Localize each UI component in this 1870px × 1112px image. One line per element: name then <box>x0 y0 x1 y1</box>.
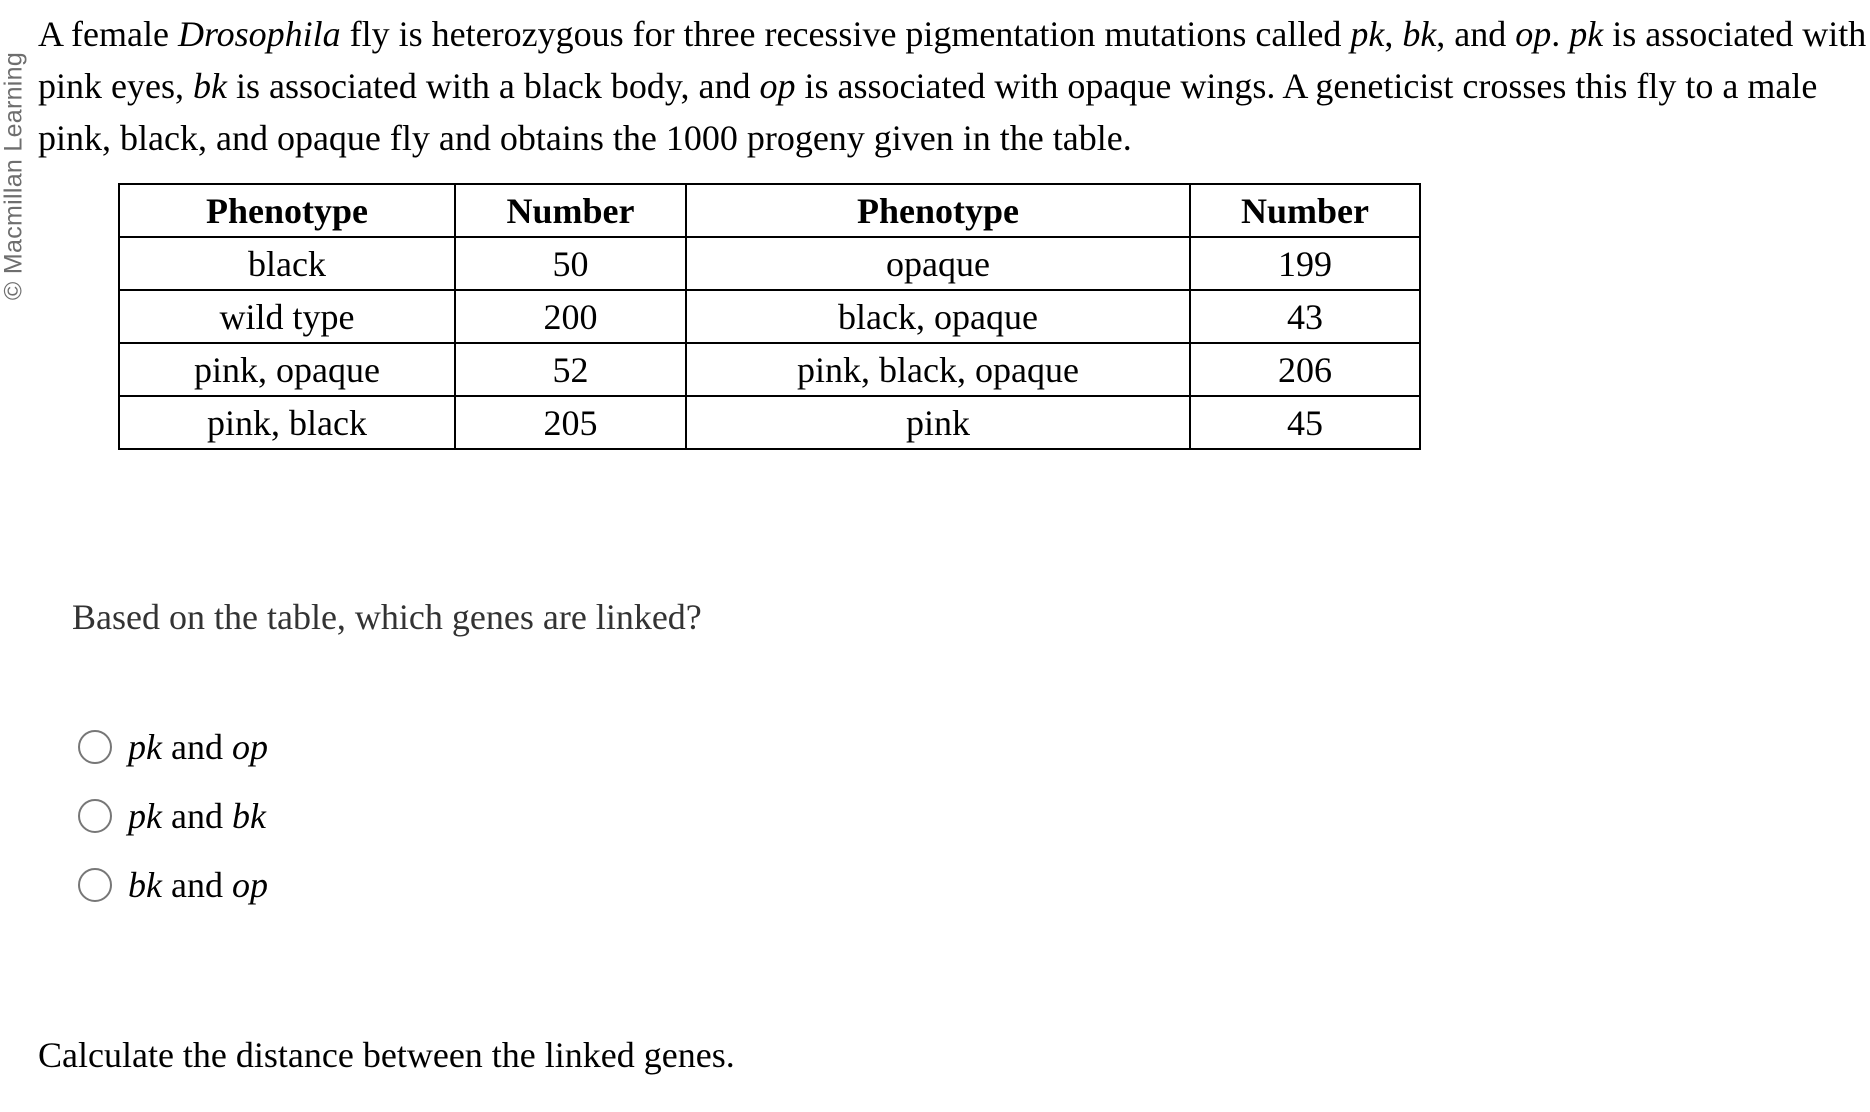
table-cell: pink, black, opaque <box>686 343 1190 396</box>
header-number-1: Number <box>455 184 686 237</box>
calculate-prompt: Calculate the distance between the linked genes. <box>38 1035 735 1075</box>
header-number-2: Number <box>1190 184 1420 237</box>
option-label: pk and op <box>128 726 268 767</box>
table-cell: 43 <box>1190 290 1420 343</box>
intro-line-1: A female Drosophila fly is heterozygous for three recessive pigmentation mutations called pk, bk, and op. pk is associated with <box>38 14 1867 54</box>
table-cell: pink <box>686 396 1190 449</box>
table-cell: 200 <box>455 290 686 343</box>
table-row <box>119 343 1420 396</box>
table-cell: opaque <box>686 237 1190 290</box>
answer-options <box>78 712 268 919</box>
table-cell: 205 <box>455 396 686 449</box>
table-row <box>119 237 1420 290</box>
table-cell: 45 <box>1190 396 1420 449</box>
table-cell: black <box>119 237 455 290</box>
option-bk-op[interactable] <box>78 850 268 919</box>
table-row <box>119 290 1420 343</box>
radio-button[interactable] <box>78 799 112 833</box>
radio-button[interactable] <box>78 868 112 902</box>
table-cell: wild type <box>119 290 455 343</box>
header-phenotype-2: Phenotype <box>686 184 1190 237</box>
option-label: bk and op <box>128 864 268 905</box>
table-cell: black, opaque <box>686 290 1190 343</box>
progeny-table <box>118 183 1421 450</box>
intro-line-3: pink, black, and opaque fly and obtains the 1000 progeny given in the table. <box>38 118 1132 158</box>
header-phenotype-1: Phenotype <box>119 184 455 237</box>
option-label: pk and bk <box>128 795 266 836</box>
table-cell: 52 <box>455 343 686 396</box>
table-cell: 206 <box>1190 343 1420 396</box>
table-cell: 199 <box>1190 237 1420 290</box>
copyright-watermark: © Macmillan Learning <box>0 51 28 301</box>
table-cell: pink, black <box>119 396 455 449</box>
option-pk-bk[interactable] <box>78 781 268 850</box>
table-header-row <box>119 184 1420 237</box>
radio-button[interactable] <box>78 730 112 764</box>
question-text: Based on the table, which genes are linked? <box>72 597 702 637</box>
table-row <box>119 396 1420 449</box>
table-cell: pink, opaque <box>119 343 455 396</box>
option-pk-op[interactable] <box>78 712 268 781</box>
table-cell: 50 <box>455 237 686 290</box>
intro-line-2: pink eyes, bk is associated with a black body, and op is associated with opaque wings. A geneticist crosses this fly to a male <box>38 66 1818 106</box>
problem-statement <box>38 8 1870 164</box>
